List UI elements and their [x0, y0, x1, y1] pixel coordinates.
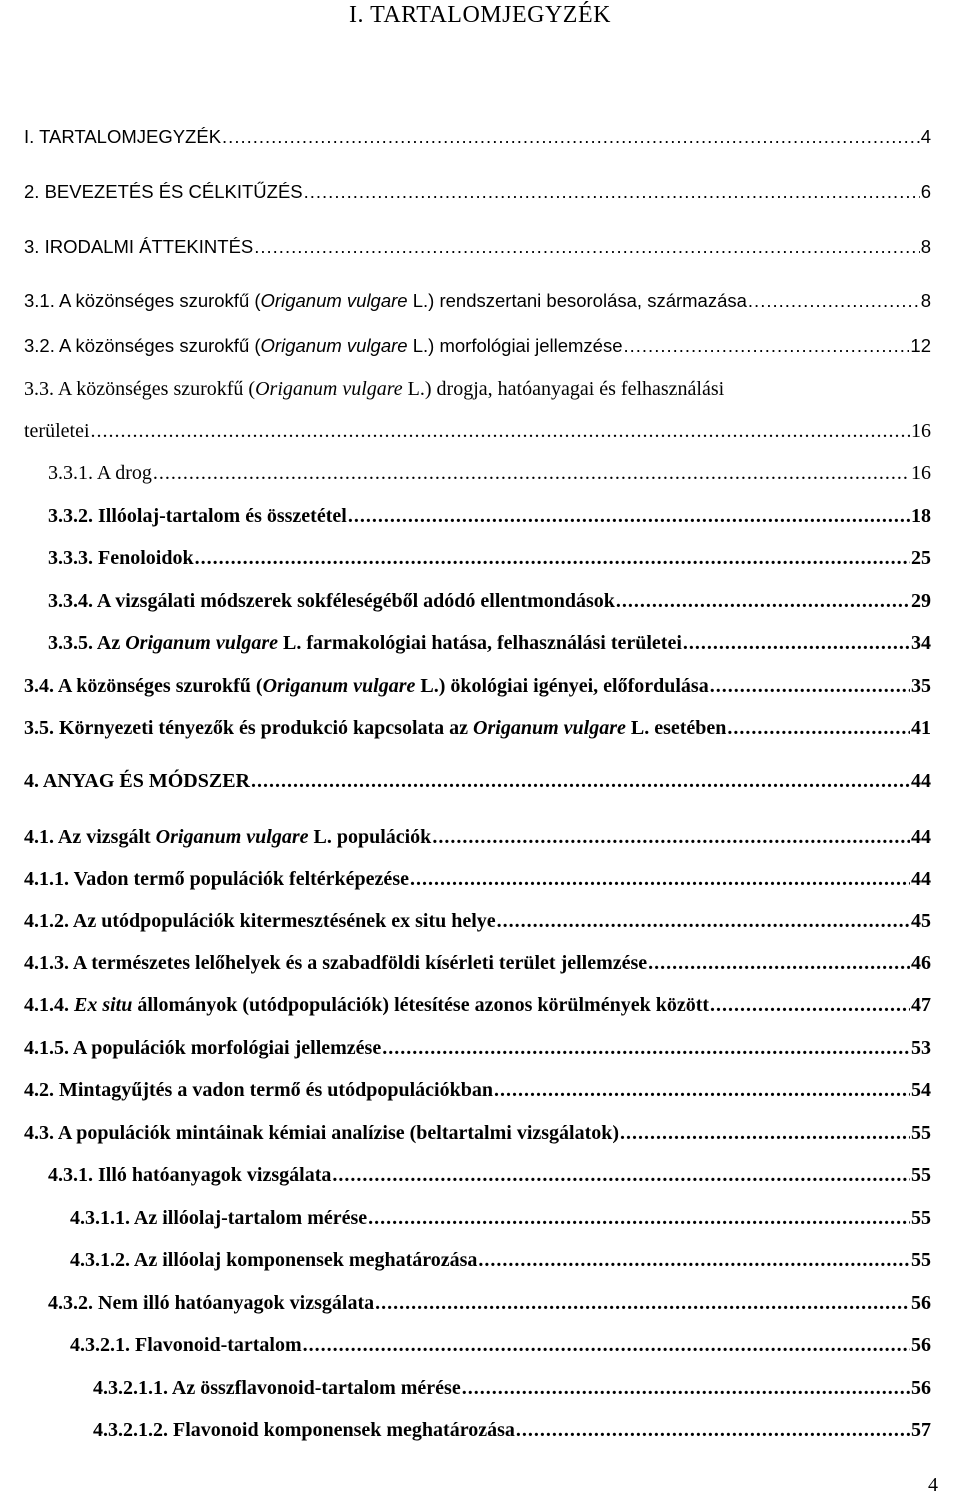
dot-leader [222, 124, 920, 150]
toc-entry-number: 3.3.5. [48, 632, 93, 654]
toc-entry-title: Mintagyűjtés a vadon termő és utódpopulációkban [59, 1079, 493, 1101]
toc-entry-title-rest: állományok (utódpopulációk) létesítése azonos körülmények között [132, 994, 710, 1016]
toc-entry-number: 4.3.2.1.1. [93, 1377, 168, 1399]
toc-entry-number: 4.3.1.1. [70, 1207, 130, 1229]
toc-entry-title: TARTALOMJEGYZÉK [39, 126, 222, 147]
toc-entry-page: 55 [911, 1164, 931, 1186]
toc-entry-number: I. [24, 126, 35, 147]
toc-entry[interactable] [24, 333, 931, 359]
toc-entry-number: 4.3.1.2. [70, 1249, 130, 1271]
dot-leader [462, 1375, 910, 1401]
toc-entry-number: 3.3.2. [48, 505, 93, 527]
dot-leader [254, 234, 919, 260]
toc-entry-number: 3.4. [24, 675, 54, 697]
toc-entry[interactable] [24, 1120, 931, 1146]
toc-entry-title: IRODALMI ÁTTEKINTÉS [44, 236, 254, 257]
toc-entry-title: A közönséges szurokfű ( [57, 378, 256, 400]
toc-entry-page: 57 [911, 1419, 931, 1441]
toc-entry-page: 44 [911, 826, 931, 848]
toc-entry-number: 3.5. [24, 717, 54, 739]
toc-entry-number: 3.2. [24, 335, 55, 356]
toc-entry-title: Az illóolaj komponensek meghatározása [133, 1249, 478, 1271]
toc-entry-title: Nem illó hatóanyagok vizsgálata [98, 1292, 375, 1314]
dot-leader [478, 1247, 910, 1273]
toc-entry-title: BEVEZETÉS ÉS CÉLKITŰZÉS [44, 181, 303, 202]
toc-entry-number: 4.2. [24, 1079, 54, 1101]
dot-leader [91, 418, 910, 444]
dot-leader [497, 908, 910, 934]
toc-entry[interactable] [48, 630, 931, 656]
toc-entry-number: 4.3.2. [48, 1292, 93, 1314]
toc-entry-title: Az vizsgált [57, 826, 156, 848]
dot-leader [494, 1077, 910, 1103]
toc-entry-title: Környezeti tényezők és produkció kapcsolata az [59, 717, 474, 739]
dot-leader [616, 588, 910, 614]
toc-entry[interactable] [24, 908, 931, 934]
toc-entry-title: A közönséges szurokfű ( [58, 335, 261, 356]
dot-leader [348, 503, 910, 529]
toc-entry-title: Vadon termő populációk feltérképezése [73, 868, 409, 890]
toc-entry-title: A populációk mintáinak kémiai analízise (beltartalmi vizsgálatok) [57, 1122, 620, 1144]
toc-entry-title-rest: L. populációk [308, 826, 432, 848]
toc-entry-page: 8 [920, 236, 931, 257]
dot-leader [251, 768, 910, 794]
toc-entry-number: 4.1.1. [24, 868, 69, 890]
toc-entry-page: 25 [911, 547, 931, 569]
toc-entry[interactable] [24, 950, 931, 976]
toc-entry[interactable] [24, 288, 931, 314]
toc-entry-title-rest: L.) drogja, hatóanyagai és felhasználási [402, 378, 725, 400]
toc-entry-page: 45 [911, 910, 931, 932]
toc-entry-number: 4.1.2. [24, 910, 69, 932]
toc-entry[interactable] [48, 503, 931, 529]
dot-leader [304, 179, 920, 205]
page-title: I. TARTALOMJEGYZÉK [349, 2, 611, 28]
toc-entry-number: 3.3.4. [48, 590, 93, 612]
toc-entry-title-rest: L.) ökológiai igényei, előfordulása [415, 675, 709, 697]
toc-entry-number: 3.1. [24, 290, 55, 311]
toc-entry-page: 56 [911, 1377, 931, 1399]
toc-entry-page: 56 [911, 1292, 931, 1314]
toc-entry-title: A drog [96, 462, 152, 484]
toc-entry[interactable] [24, 715, 931, 741]
dot-leader [195, 545, 910, 571]
toc-entry-title: Az utódpopulációk kitermesztésének ex situ helye [72, 910, 496, 932]
dot-leader [432, 824, 910, 850]
toc-entry-number: 4.1. [24, 826, 54, 848]
dot-leader [710, 992, 910, 1018]
toc-entry-title: A vizsgálati módszerek sokféleségéből adódó ellentmondások [96, 590, 615, 612]
toc-entry-number: 4.1.3. [24, 952, 69, 974]
toc-entry-species: Origanum vulgare [155, 826, 309, 848]
toc-entry[interactable] [24, 866, 931, 892]
toc-entry-title: Az [96, 632, 126, 654]
page-number: 4 [928, 1474, 938, 1496]
toc-entry-page: 41 [911, 717, 931, 739]
toc-entry-number: 4.3.1. [48, 1164, 93, 1186]
dot-leader [368, 1205, 910, 1231]
toc-entry[interactable] [24, 418, 931, 444]
toc-entry-page: 44 [911, 868, 931, 890]
toc-entry-title: Flavonoid komponensek meghatározása [173, 1419, 515, 1441]
toc-entry-species: Origanum vulgare [255, 378, 403, 400]
toc-entry[interactable] [24, 124, 931, 150]
dot-leader [332, 1162, 910, 1188]
toc-entry-title: A populációk morfológiai jellemzése [72, 1037, 382, 1059]
toc-entry[interactable] [93, 1417, 931, 1443]
toc-entry-title: A természetes lelőhelyek és a szabadföldi kísérleti terület jellemzése [72, 952, 648, 974]
dot-leader [153, 460, 910, 486]
dot-leader [410, 866, 910, 892]
toc-entry[interactable] [24, 768, 931, 794]
toc-entry-page: 16 [911, 420, 931, 442]
toc-entry-number: 3.3.1. [48, 462, 93, 484]
toc-entry-title-rest: L.) morfológiai jellemzése [407, 335, 623, 356]
toc-entry-title: Flavonoid-tartalom [135, 1334, 302, 1356]
toc-entry-species: Origanum vulgare [262, 675, 416, 697]
toc-entry-page: 46 [911, 952, 931, 974]
toc-entry-page: 47 [911, 994, 931, 1016]
toc-entry-title-rest: L. esetében [625, 717, 727, 739]
toc-entry-number: 3.3. [24, 378, 54, 400]
dot-leader [748, 288, 920, 314]
toc-entry-first-line[interactable] [24, 376, 724, 402]
toc-entry[interactable] [48, 1290, 931, 1316]
toc-entry-number: 3.3.3. [48, 547, 93, 569]
toc-entry-species: Origanum vulgare [260, 335, 408, 356]
toc-entry[interactable] [24, 992, 931, 1018]
toc-entry[interactable] [93, 1375, 931, 1401]
dot-leader [648, 950, 910, 976]
dot-leader [382, 1035, 910, 1061]
dot-leader [624, 333, 910, 359]
dot-leader [303, 1332, 910, 1358]
toc-entry-page: 6 [920, 181, 931, 202]
dot-leader [620, 1120, 910, 1146]
toc-entry-page: 55 [911, 1207, 931, 1229]
dot-leader [710, 673, 910, 699]
toc-entry[interactable] [70, 1205, 931, 1231]
toc-entry-page: 4 [920, 126, 931, 147]
toc-entry-title: ANYAG ÉS MÓDSZER [42, 770, 250, 792]
toc-entry-page: 55 [911, 1122, 931, 1144]
toc-entry-title-rest: L.) rendszertani besorolása, származása [407, 290, 747, 311]
toc-entry[interactable] [24, 179, 931, 205]
toc-entry[interactable] [24, 673, 931, 699]
toc-entry-number: 2. [24, 181, 40, 202]
toc-entry-page: 53 [911, 1037, 931, 1059]
toc-entry[interactable] [24, 234, 931, 260]
toc-entry-page: 12 [910, 335, 931, 356]
toc-entry[interactable] [48, 588, 931, 614]
toc-entry-page: 18 [911, 505, 931, 527]
toc-entry-title: A közönséges szurokfű ( [58, 290, 261, 311]
dot-leader [375, 1290, 910, 1316]
toc-entry-species: Origanum vulgare [473, 717, 626, 739]
toc-entry-page: 34 [911, 632, 931, 654]
toc-entry[interactable] [48, 545, 931, 571]
toc-entry-page: 56 [911, 1334, 931, 1356]
toc-entry[interactable] [70, 1332, 931, 1358]
toc-entry[interactable] [24, 824, 931, 850]
toc-entry-title: Illó hatóanyagok vizsgálata [98, 1164, 332, 1186]
toc-entry-number: 4.3.2.1.2. [93, 1419, 168, 1441]
toc-entry-species: Origanum vulgare [125, 632, 279, 654]
dot-leader [516, 1417, 910, 1443]
toc-entry-page: 8 [920, 290, 931, 311]
toc-entry-title: Illóolaj-tartalom és összetétel [98, 505, 347, 527]
toc-entry-page: 44 [911, 770, 931, 792]
dot-leader [683, 630, 910, 656]
toc-entry-title-rest: L. farmakológiai hatása, felhasználási területei [278, 632, 682, 654]
toc-entry[interactable] [48, 460, 931, 486]
toc-entry-number: 4.3. [24, 1122, 54, 1144]
toc-entry-title: Az illóolaj-tartalom mérése [133, 1207, 368, 1229]
toc-entry-species: Ex situ [74, 994, 133, 1016]
toc-entry-title: Fenoloidok [98, 547, 194, 569]
toc-entry-number: 4.3.2.1. [70, 1334, 130, 1356]
toc-entry[interactable] [70, 1247, 931, 1273]
toc-entry-page: 55 [911, 1249, 931, 1271]
toc-entry-number: 4. [24, 770, 39, 792]
toc-entry-number: 4.1.4. [24, 994, 69, 1016]
toc-entry-title: A közönséges szurokfű ( [57, 675, 263, 697]
toc-entry-page: 35 [911, 675, 931, 697]
toc-entry-page: 54 [911, 1079, 931, 1101]
toc-entry[interactable] [48, 1162, 931, 1188]
toc-entry[interactable] [24, 1035, 931, 1061]
toc-entry-title: Az összflavonoid-tartalom mérése [171, 1377, 461, 1399]
toc-entry-title-continuation: területei [24, 420, 90, 442]
toc-entry-species: Origanum vulgare [260, 290, 408, 311]
toc-entry-number: 3. [24, 236, 40, 257]
toc-entry[interactable] [24, 1077, 931, 1103]
toc-entry-number: 4.1.5. [24, 1037, 69, 1059]
dot-leader [727, 715, 910, 741]
toc-entry-page: 16 [911, 462, 931, 484]
toc-entry-page: 29 [911, 590, 931, 612]
